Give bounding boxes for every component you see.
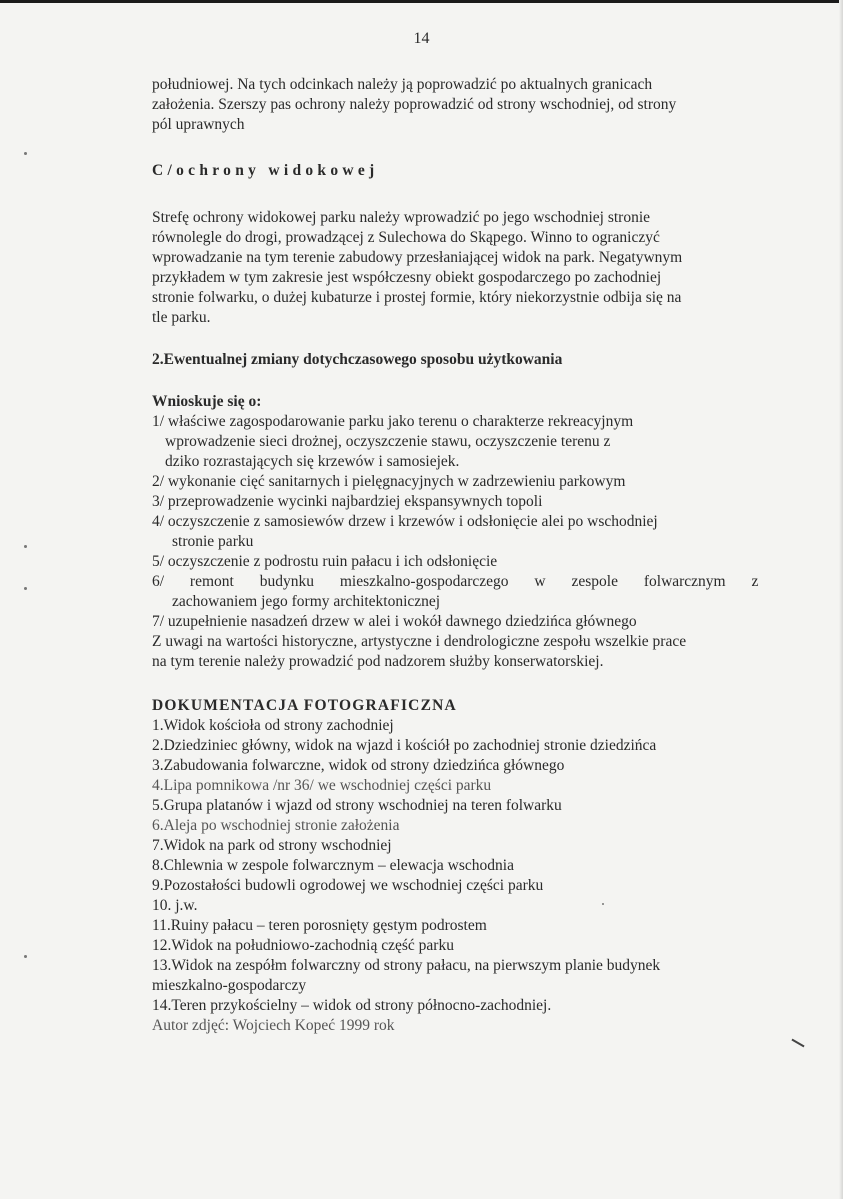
intro-paragraph [152,75,764,135]
photo-author: Autor zdjęć: Wojciech Kopeć 1999 rok [152,1017,395,1034]
section-2-subheading: Wnioskuje się o: [152,393,262,410]
photo-item: 3.Zabudowania folwarczne, widok od strony dziedzińca głównego [152,757,565,774]
photo-item: 2.Dziedziniec główny, widok na wjazd i kościół po zachodniej stronie dziedzińca [152,737,657,754]
intro-line: południowej. Na tych odcinkach należy ją poprowadzić po aktualnych granicach [152,76,653,93]
photo-item: 14.Teren przykościelny – widok od strony północno-zachodniej. [152,997,552,1014]
section-c-line: Strefę ochrony widokowej parku należy wprowadzić po jego wschodniej stronie [152,209,651,226]
section-c-line: tle parku. [152,309,211,326]
photo-item: 13.Widok na zespółm folwarczny od strony pałacu, na pierwszym planie budynek [152,957,661,974]
scan-mark [791,1039,804,1048]
section-c-line: równolegle do drogi, prowadzącej z Sulechowa do Skąpego. Winno to ograniczyć [152,229,660,246]
photo-item: 11.Ruiny pałacu – teren porosnięty gęstym podrostem [152,917,487,934]
photo-item: 9.Pozostałości budowli ogrodowej we wschodniej części parku [152,877,544,894]
list-item [152,512,764,552]
list-item-continuation: dziko rozrastających się krzewów i samosiejek. [165,453,460,470]
section-c-line: wprowadzanie na tym terenie zabudowy przesłaniającej widok na park. Negatywnym [152,249,683,266]
photo-item: 8.Chlewnia w zespole folwarcznym – elewacja wschodnia [152,857,514,874]
photo-item: 10. j.w. [152,897,198,914]
list-item [152,412,764,472]
list-item-text: 4/ oczyszczenie z samosiewów drzew i krzewów i odsłonięcie alei po wschodniej [152,513,658,530]
scan-speck [602,903,604,905]
closing-line: na tym terenie należy prowadzić pod nadzorem służby konserwatorskiej. [152,653,604,670]
list-item-text: 5/ oczyszczenie z podrostu ruin pałacu i ich odsłonięcie [152,553,498,570]
list-item [152,612,764,632]
intro-line: pól uprawnych [152,116,245,133]
photo-item: 1.Widok kościoła od strony zachodniej [152,717,394,734]
list-item-continuation: zachowaniem jego formy architektonicznej [172,593,441,610]
list-item-text: 6/ remont budynku mieszkalno-gospodarczego w zespole folwarcznym z [152,573,759,590]
scan-speck [24,152,27,155]
list-item-continuation: stronie parku [172,533,254,550]
list-item [152,552,764,572]
section-c-paragraph [152,208,764,328]
photo-item: 7.Widok na park od strony wschodniej [152,837,392,854]
document-body [152,75,764,1036]
scan-speck [24,587,27,590]
photo-item: 12.Widok na południowo-zachodnią część parku [152,937,454,954]
list-item [152,572,764,612]
list-item-text: 1/ właściwe zagospodarowanie parku jako terenu o charakterze rekreacyjnym [152,413,634,430]
intro-line: założenia. Szerszy pas ochrony należy poprowadzić od strony wschodniej, od strony [152,96,677,113]
photo-list [152,716,764,1036]
photo-documentation-heading: DOKUMENTACJA FOTOGRAFICZNA [152,697,457,714]
list-item-continuation: wprowadzenie sieci drożnej, oczyszczenie stawu, oczyszczenie terenu z [165,433,611,450]
list-item [152,492,764,512]
list-item-text: 7/ uzupełnienie nasadzeń drzew w alei i wokół dawnego dziedzińca głównego [152,613,637,630]
closing-paragraph [152,632,764,672]
scan-speck [24,955,27,958]
section-2-heading: 2.Ewentualnej zmiany dotychczasowego sposobu użytkowania [152,351,563,368]
list-item-text: 3/ przeprowadzenie wycinki najbardziej ekspansywnych topoli [152,493,543,510]
scan-speck [24,545,27,548]
section-c-line: przykładem w tym zakresie jest współczesny obiekt gospodarczego po zachodniej [152,269,662,286]
section-c-heading: C/ochrony widokowej [152,162,379,179]
section-c-line: stronie folwarku, o dużej kubaturze i prostej formie, który niekorzystnie odbija się na [152,289,682,306]
recommendations-list [152,412,764,632]
closing-line: Z uwagi na wartości historyczne, artystyczne i dendrologiczne zespołu wszelkie prace [152,633,687,650]
list-item [152,472,764,492]
page-number: 14 [413,30,430,47]
photo-item: 4.Lipa pomnikowa /nr 36/ we wschodniej części parku [152,777,492,794]
list-item-text: 2/ wykonanie cięć sanitarnych i pielęgnacyjnych w zadrzewieniu parkowym [152,473,626,490]
photo-item-continuation: mieszkalno-gospodarczy [152,977,307,994]
photo-item: 6.Aleja po wschodniej stronie założenia [152,817,400,834]
photo-item: 5.Grupa platanów i wjazd od strony wschodniej na teren folwarku [152,797,562,814]
